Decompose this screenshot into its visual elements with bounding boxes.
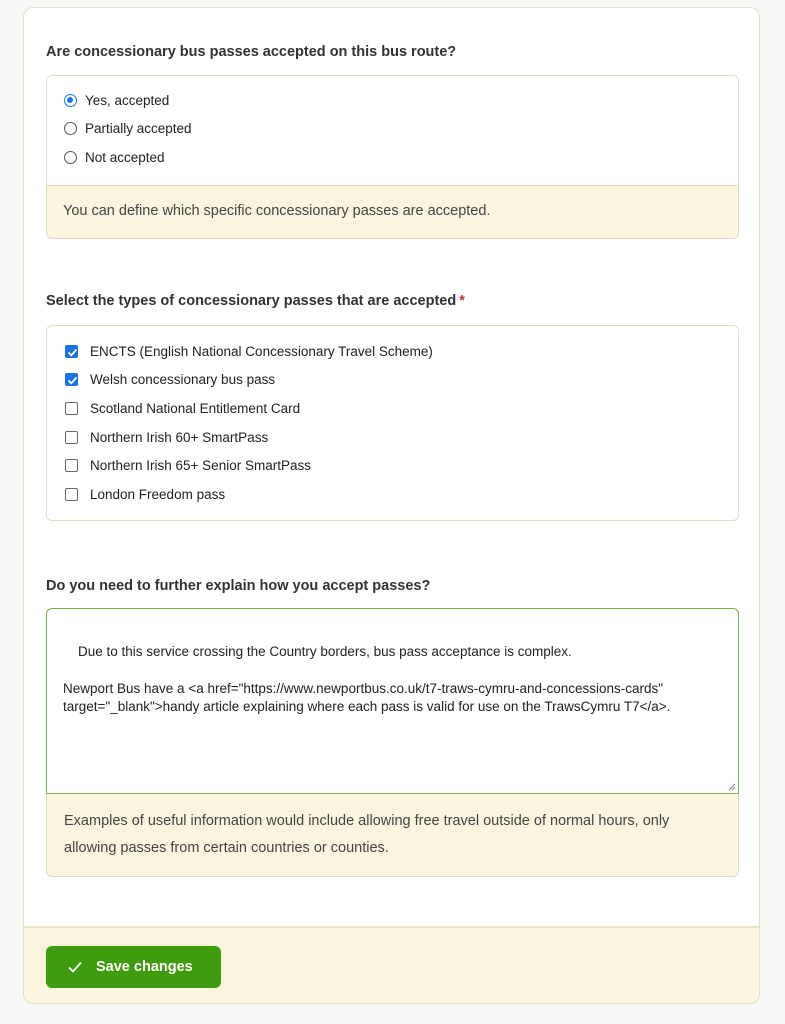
radio-label: Yes, accepted bbox=[85, 92, 170, 108]
checkbox-encts[interactable] bbox=[65, 337, 720, 366]
q2-checkbox-group bbox=[46, 325, 739, 521]
q1-hint: You can define which specific concessionary passes are accepted. bbox=[47, 185, 738, 239]
radio-button-checked[interactable] bbox=[64, 94, 77, 107]
checkbox[interactable] bbox=[65, 431, 78, 444]
check-icon bbox=[67, 375, 78, 386]
radio-button[interactable] bbox=[64, 122, 77, 135]
save-button-label: Save changes bbox=[96, 959, 193, 975]
q2-label-text: Select the types of concessionary passes that are accepted bbox=[46, 293, 457, 309]
textarea-value: Due to this service crossing the Country borders, bus pass acceptance is complex. Newport Bus have a <a href="https://www.newportbus.co.uk/t7-traws-cymru-and-concessions-cards" target="_blank">handy article explaining where each pass is valid for use on the TrawsCymru T7</a>. bbox=[63, 643, 671, 715]
checkbox[interactable] bbox=[65, 402, 78, 415]
checkbox-label: Welsh concessionary bus pass bbox=[90, 372, 276, 388]
q1-label: Are concessionary bus passes accepted on this bus route? bbox=[46, 44, 457, 60]
radio-partially-accepted[interactable] bbox=[64, 115, 721, 144]
checkbox-checked[interactable] bbox=[65, 345, 78, 358]
q1-radio-group bbox=[46, 75, 739, 239]
radio-yes-accepted[interactable] bbox=[64, 86, 721, 115]
settings-card bbox=[23, 7, 760, 1004]
checkbox-label: ENCTS (English National Concessionary Travel Scheme) bbox=[90, 343, 433, 359]
checkmark-icon bbox=[68, 961, 82, 973]
radio-not-accepted[interactable] bbox=[64, 143, 721, 172]
checkbox-checked[interactable] bbox=[65, 373, 78, 386]
checkbox-label: London Freedom pass bbox=[90, 486, 226, 502]
form-footer bbox=[24, 926, 759, 1004]
q3-hint: Examples of useful information would include allowing free travel outside of normal hours, only allowing passes from certain countries or counties. bbox=[46, 794, 739, 877]
checkbox-welsh-pass[interactable] bbox=[65, 366, 720, 395]
checkbox-label: Northern Irish 65+ Senior SmartPass bbox=[90, 458, 311, 474]
check-icon bbox=[67, 347, 78, 358]
checkbox-scotland-card[interactable] bbox=[65, 394, 720, 423]
checkbox-ni-65-senior-smartpass[interactable] bbox=[65, 451, 720, 480]
radio-button[interactable] bbox=[64, 151, 77, 164]
checkbox-ni-60-smartpass[interactable] bbox=[65, 423, 720, 452]
required-asterisk: * bbox=[459, 293, 465, 309]
checkbox-label: Scotland National Entitlement Card bbox=[90, 400, 301, 416]
checkbox-label: Northern Irish 60+ SmartPass bbox=[90, 429, 269, 445]
q3-label: Do you need to further explain how you accept passes? bbox=[46, 578, 431, 594]
resize-handle-icon[interactable] bbox=[728, 783, 736, 791]
explanation-textarea[interactable] bbox=[46, 608, 739, 794]
radio-label: Partially accepted bbox=[85, 121, 192, 137]
q2-label bbox=[46, 293, 465, 309]
checkbox-london-freedom-pass[interactable] bbox=[65, 480, 720, 509]
radio-label: Not accepted bbox=[85, 149, 165, 165]
save-changes-button[interactable] bbox=[46, 946, 221, 988]
checkbox[interactable] bbox=[65, 459, 78, 472]
checkbox[interactable] bbox=[65, 488, 78, 501]
